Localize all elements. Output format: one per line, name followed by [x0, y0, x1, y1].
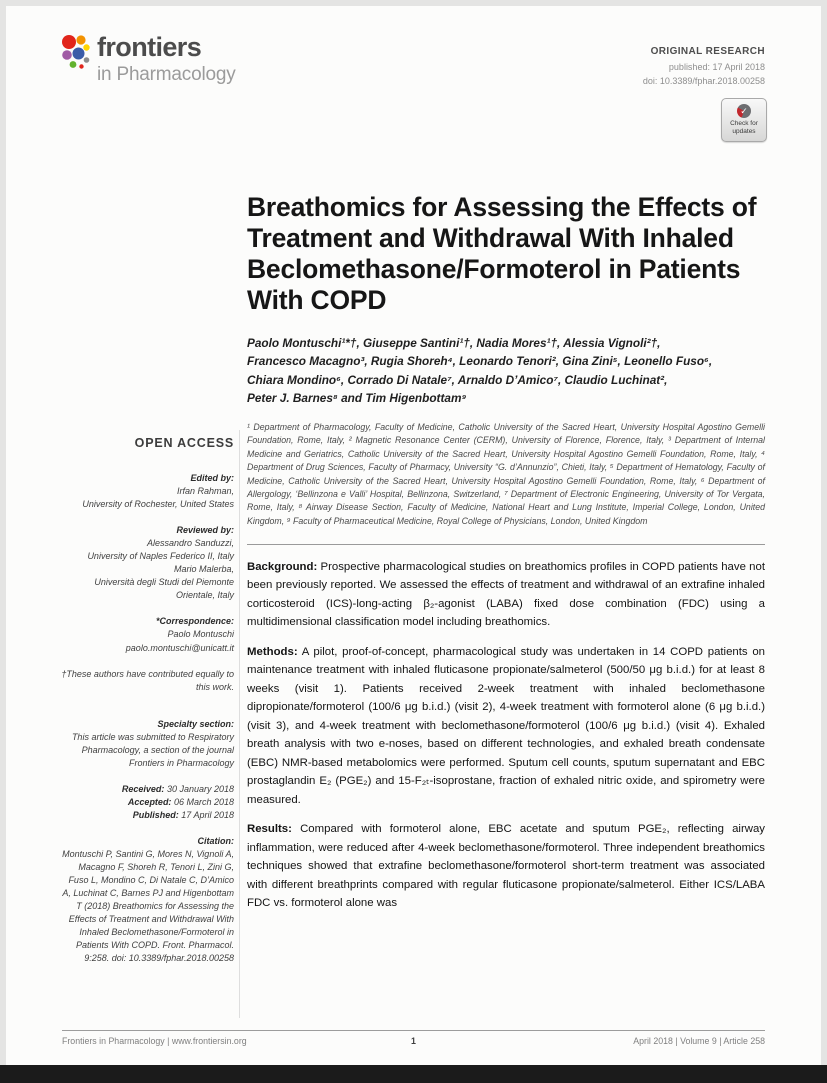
reviewer-2-affiliation: Università degli Studi del Piemonte Orientale, Italy: [94, 577, 234, 601]
correspondence-label: *Correspondence:: [155, 616, 234, 627]
published-date: published: 17 April 2018: [668, 62, 765, 72]
received-date: Received: 30 January 2018: [121, 783, 234, 794]
crossmark-icon: [737, 104, 751, 118]
author-line: Paolo Montuschi¹*†, Giuseppe Santini¹†, Nadia Mores¹†, Alessia Vignoli²†,: [247, 336, 661, 350]
results-text: Compared with formoterol alone, EBC acetate and sputum PGE₂, reflecting airway inflammation, were reduced after 4-week beclomethasone/formoterol. Three independent breathomics techniques showed that extrafine beclomethasone/formoterol short-term treatment was associated with different breathprints compared with regular fluticasone propionate/salmeterol. Either ICS/LABA FDC vs. formoterol alone was: [247, 823, 765, 909]
author-line: Chiara Mondino⁶, Corrado Di Natale⁷, Arnaldo D’Amico⁷, Claudio Luchinat²,: [247, 372, 668, 387]
page-bottom-edge: [0, 1065, 827, 1083]
abstract: [247, 558, 765, 912]
specialty-section-text: This article was submitted to Respiratory Pharmacology, a section of the journal Frontiers in Pharmacology: [71, 731, 234, 768]
results-label: Results:: [247, 823, 292, 836]
methods-text: A pilot, proof-of-concept, pharmacological study was undertaken in 14 COPD patients on maintenance treatment with inhaled fluticasone propionate/salmeterol (500/50 μg b.i.d.) for at least 8 weeks (visit 1). Patients received 2-week treatment with inhaled beclomethasone dipropionate/formoterol (100/6 μg b.i.d.) (visit 2), 4-week treatment with formoterol alone (6 μg b.i.d.) (visit 3), and 4-week treatment with beclomethasone/formoterol (100/6 μg b.i.d.) (visit 4). Exhaled breath analysis with two e-noses, based on different technologies, and exhaled breath condensate (EBC) NMR-based metabolomics were performed. Sputum cell counts, sputum supernatant and EBC prostaglandin E₂ (PGE₂) and 15-F₂ₜ-isoprostane, fraction of exhaled nitric oxide, and spirometry were measured.: [247, 645, 765, 806]
reviewed-by-block: [58, 524, 234, 602]
frontiers-logo-icon: [60, 34, 90, 77]
citation-label: Citation:: [197, 835, 234, 846]
article-title: Breathomics for Assessing the Effects of Treatment and Withdrawal With Inhaled Beclomethasone/Formoterol in Patients With COPD: [247, 192, 757, 315]
author-line: Francesco Macagno³, Rugia Shoreh⁴, Leonardo Tenori², Gina Zini⁵, Leonello Fuso⁶,: [247, 354, 713, 369]
footer-issue-info: April 2018 | Volume 9 | Article 258: [633, 1036, 765, 1046]
journal-subtitle: in Pharmacology: [97, 64, 236, 85]
specialty-section-block: [58, 718, 234, 770]
article-meta: [643, 46, 765, 88]
edited-by-block: [58, 472, 234, 511]
abstract-divider: [247, 544, 765, 545]
background-text: Prospective pharmacological studies on breathomics profiles in COPD patients have not been previously reported. We assessed the effects of treatment and withdrawal of an extrafine inhaled corticosteroid (ICS)-long-acting β₂-agonist (LABA) fixed dose combination (FDC) using a multidimensional classification model including breathomics.: [247, 561, 765, 629]
check-updates-label: Check for updates: [730, 120, 758, 135]
equal-contribution-note: †These authors have contributed equally to this work.: [61, 668, 234, 692]
correspondence-name: Paolo Montuschi: [167, 629, 234, 640]
article-main-column: [247, 192, 765, 923]
check-for-updates-badge[interactable]: [721, 98, 767, 142]
footer: [62, 1036, 765, 1046]
correspondence-email-link[interactable]: paolo.montuschi@unicatt.it: [125, 642, 234, 653]
accepted-date: Accepted: 06 March 2018: [127, 796, 234, 807]
footer-rule: [62, 1030, 765, 1031]
open-access-label: OPEN ACCESS: [134, 436, 234, 450]
published-date-sidebar: Published: 17 April 2018: [132, 809, 234, 820]
author-line: Peter J. Barnes⁸ and Tim Higenbottam⁹: [247, 390, 467, 405]
editor-name: Irfan Rahman,: [176, 486, 234, 497]
reviewed-by-label: Reviewed by:: [176, 525, 234, 536]
footer-page-number: 1: [411, 1036, 416, 1046]
journal-name: frontiers: [97, 32, 202, 62]
specialty-section-label: Specialty section:: [157, 718, 234, 729]
reviewer-1-affiliation: University of Naples Federico II, Italy: [87, 551, 234, 562]
affiliations-text: ¹ Department of Pharmacology, Faculty of Medicine, Catholic University of the Sacred Heart, University Hospital Agostino Gemelli Foundation, Rome, Italy, ² Magnetic Resonance Center (CERM), University of Florence, Florence, Italy, ³ Department of Internal Medicine and Geriatrics, Catholic University of the Sacred Heart, University Hospital Agostino Gemelli Foundation, Rome, Italy, ⁴ Department of Drug Sciences, Faculty of Pharmacy, University “G. d’Annunzio”, Chieti, Italy, ⁵ Department of Hematology, Faculty of Medicine, Catholic University of the Sacred Heart, University Hospital Agostino Gemelli Foundation, Rome, Italy, ⁶ Department of Allergology, ‘Bellinzona e Valli’ Hospital, Bellinzona, Switzerland, ⁷ Department of Electronic Engineering, University of Tor Vergata, Rome, Italy, ⁸ Airway Disease Section, Faculty of Medicine, National Heart and Lung Institute, Imperial College, London, United Kingdom, ⁹ Faculty of Pharmaceutical Medicine, Royal College of Physicians, London, United Kingdom: [247, 422, 765, 526]
edited-by-label: Edited by:: [190, 473, 234, 483]
journal-logo: [60, 34, 236, 86]
author-list: [247, 334, 765, 407]
article-info-sidebar: [58, 436, 234, 978]
abstract-methods: [247, 643, 765, 809]
background-label: Background:: [247, 561, 318, 573]
footer-journal-url: Frontiers in Pharmacology | www.frontiersin.org: [62, 1036, 247, 1046]
article-type-label: ORIGINAL RESEARCH: [650, 46, 765, 57]
abstract-background: [247, 558, 765, 632]
correspondence-block: [58, 615, 234, 654]
abstract-results: [247, 820, 765, 912]
dates-block: [58, 783, 234, 822]
sidebar-divider: [239, 430, 240, 1018]
reviewer-1-name: Alessandro Sanduzzi,: [146, 538, 234, 549]
reviewer-2-name: Mario Malerba,: [173, 564, 234, 575]
methods-label: Methods:: [247, 645, 298, 658]
citation-text: Montuschi P, Santini G, Mores N, Vignoli A, Macagno F, Shoreh R, Tenori L, Zini G, Fuso L, Mondino C, Di Natale C, D’Amico A, Luchinat C, Barnes PJ and Higenbottam T (2018) Breathomics for Assessing the Effects of Treatment and Withdrawal With Inhaled Beclomethasone/Formoterol in Patients With COPD. Front. Pharmacol. 9:258. doi: 10.3389/fphar.2018.00258: [62, 849, 234, 964]
doi-line: doi: 10.3389/fphar.2018.00258: [642, 75, 765, 86]
citation-block: [58, 835, 234, 965]
editor-affiliation: University of Rochester, United States: [82, 499, 234, 510]
